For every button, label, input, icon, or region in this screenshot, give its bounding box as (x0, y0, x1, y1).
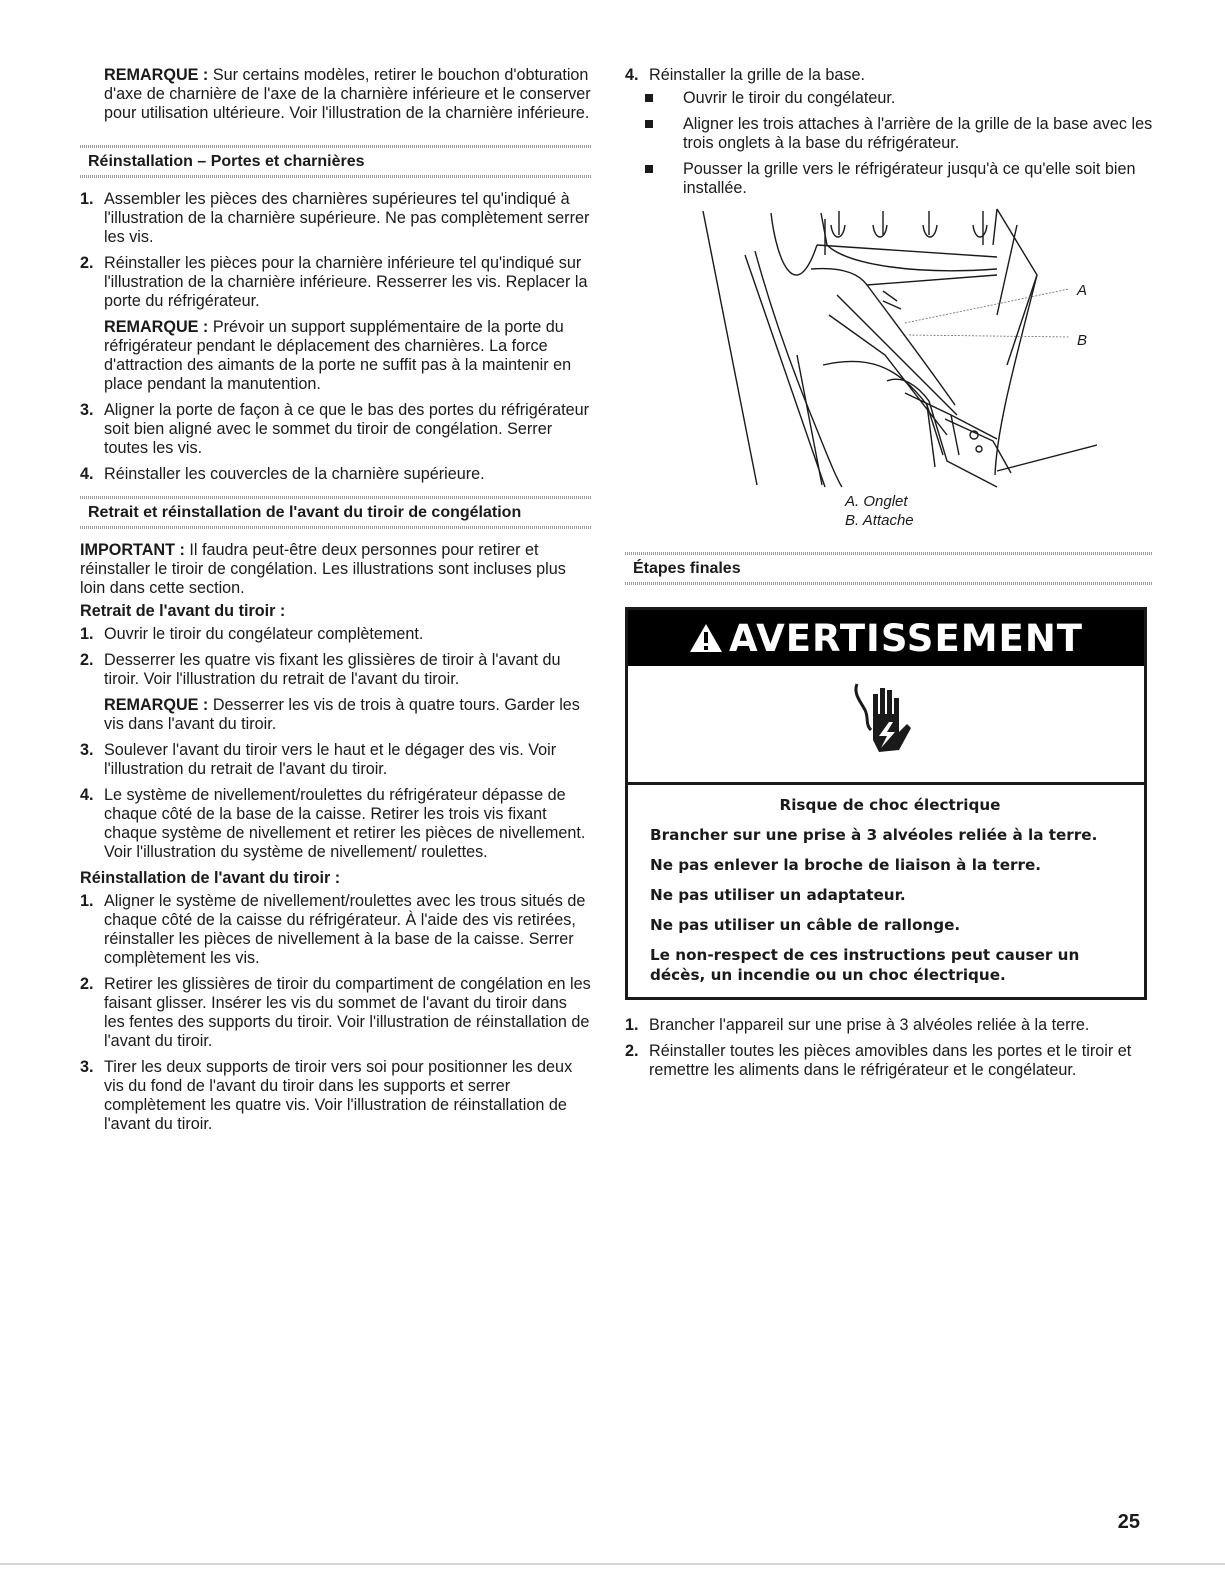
step-text: Réinstaller les couvercles de la charnière supérieure. (104, 465, 485, 483)
callout-label-a: A (1077, 282, 1088, 299)
removal-steps (80, 625, 592, 862)
right-column (625, 66, 1153, 1087)
list-item (80, 465, 592, 484)
list-item (80, 401, 592, 458)
step-number: 1. (80, 625, 94, 643)
bullet-text: Pousser la grille vers le réfrigérateur jusqu'à ce qu'elle soit bien installée. (683, 160, 1136, 197)
step-number: 3. (80, 741, 94, 759)
reinstall-subheading: Réinstallation de l'avant du tiroir : (80, 869, 341, 887)
list-item (625, 160, 1153, 198)
final-steps (625, 1016, 1153, 1080)
step-text: Réinstaller la grille de la base. (649, 66, 865, 84)
step-text: Assembler les pièces des charnières supérieures tel qu'indiqué à l'illustration de la charnière supérieure. Ne pas complètement serrer les vis. (104, 190, 590, 246)
base-grille-drawing (697, 205, 1097, 490)
list-item (80, 254, 592, 394)
step-number: 3. (80, 401, 94, 419)
important-label: IMPORTANT : (80, 541, 185, 559)
warning-box (625, 607, 1147, 1000)
warning-line: Ne pas utiliser un câble de rallonge. (650, 916, 961, 934)
warning-line: Brancher sur une prise à 3 alvéoles reliée à la terre. (650, 826, 1098, 844)
list-item (80, 190, 592, 247)
step-number: 1. (80, 892, 94, 910)
step-text: Brancher l'appareil sur une prise à 3 alvéoles reliée à la terre. (649, 1016, 1090, 1034)
list-item (625, 1016, 1153, 1035)
step-note-label: REMARQUE : (104, 318, 209, 336)
step-note-text: Desserrer les vis de trois à quatre tours. Garder les vis dans l'avant du tiroir. (104, 696, 580, 733)
step-text: Soulever l'avant du tiroir vers le haut et le dégager des vis. Voir l'illustration du retrait de l'avant du tiroir. (104, 741, 557, 778)
intro-note (104, 66, 592, 123)
warning-line: Ne pas enlever la broche de liaison à la terre. (650, 856, 1042, 874)
doors-hinges-steps (80, 190, 592, 484)
step-text: Retirer les glissières de tiroir du compartiment de congélation en les faisant glisser. Insérer les vis du sommet de l'avant du tiroir dans les fentes des supports du tiroir. Voir l'illustration de réinstallation de l'avant du tiroir. (104, 975, 591, 1050)
list-item (80, 892, 592, 968)
step-text: Réinstaller toutes les pièces amovibles dans les portes et le tiroir et remettre les aliments dans le réfrigérateur et le congélateur. (649, 1042, 1132, 1079)
step-number: 2. (80, 651, 94, 669)
step-number: 3. (80, 1058, 94, 1076)
base-grille-bullets (625, 89, 1153, 198)
bullet-text: Ouvrir le tiroir du congélateur. (683, 89, 896, 107)
step-text: Aligner la porte de façon à ce que le bas des portes du réfrigérateur soit bien aligné avec le sommet du tiroir de congélation. Serrer toutes les vis. (104, 401, 590, 457)
warning-line: Ne pas utiliser un adaptateur. (650, 886, 906, 904)
removal-subheading: Retrait de l'avant du tiroir : (80, 602, 286, 620)
step-note (104, 696, 592, 734)
list-item (80, 741, 592, 779)
step-note (104, 318, 592, 394)
step-number: 4. (625, 66, 639, 84)
bullet-text: Aligner les trois attaches à l'arrière de la grille de la base avec les trois onglets à la base du réfrigérateur. (683, 115, 1153, 152)
figure-caption (845, 492, 1153, 530)
bullet-square-icon (645, 94, 653, 102)
step-text: Réinstaller les pièces pour la charnière inférieure tel qu'indiqué sur l'illustration de la charnière inférieure. Resserrer les vis. Replacer la porte du réfrigérateur. (104, 254, 588, 310)
step-number: 2. (625, 1042, 639, 1060)
intro-note-label: REMARQUE : (104, 66, 209, 84)
list-item (625, 66, 1153, 85)
list-item (625, 1042, 1153, 1080)
bullet-square-icon (645, 120, 653, 128)
warning-triangle-icon (689, 623, 723, 653)
step-text: Desserrer les quatre vis fixant les glissières de tiroir à l'avant du tiroir. Voir l'illustration du retrait de l'avant du tiroir. (104, 651, 561, 688)
left-column (80, 66, 592, 1141)
step-text: Ouvrir le tiroir du congélateur complètement. (104, 625, 424, 643)
reinstall-steps (80, 892, 592, 1134)
list-item (80, 625, 592, 644)
warning-icon-area (628, 666, 1144, 785)
list-item (80, 651, 592, 734)
warning-title: AVERTISSEMENT (728, 616, 1084, 660)
step-text: Aligner le système de nivellement/roulettes avec les trous situés de chaque côté de la caisse du réfrigérateur. À l'aide des vis retirées, réinstaller les pièces de nivellement à la base de la caisse. Serrer complètement les vis. (104, 892, 586, 967)
intro-note-text: Sur certains modèles, retirer le bouchon d'obturation d'axe de charnière de l'axe de la charnière inférieure et le conserver pour utilisation ultérieure. Voir l'illustration de la charnière inférieure. (104, 66, 591, 122)
caption-b: B. Attache (845, 512, 914, 529)
callout-label-b: B (1077, 332, 1088, 349)
step-number: 1. (625, 1016, 639, 1034)
step-number: 4. (80, 465, 94, 483)
bottom-divider (0, 1563, 1225, 1565)
warning-title-bar (628, 610, 1144, 666)
step-number: 4. (80, 786, 94, 804)
electric-shock-hand-icon (851, 680, 921, 769)
important-note (80, 541, 592, 598)
list-item (80, 975, 592, 1051)
caption-a: A. Onglet (845, 493, 908, 510)
step-number: 2. (80, 254, 94, 272)
list-item (625, 89, 1153, 108)
step-number: 2. (80, 975, 94, 993)
step-note-label: REMARQUE : (104, 696, 209, 714)
section-heading-doors-hinges: Réinstallation – Portes et charnières (80, 145, 592, 178)
list-item (625, 115, 1153, 153)
step-number: 1. (80, 190, 94, 208)
step-note-text: Prévoir un support supplémentaire de la porte du réfrigérateur pendant le déplacement des charnières. La force d'attraction des aimants de la porte ne suffit pas à la maintenir en place pendant la manutention. (104, 318, 572, 393)
warning-body (628, 785, 1144, 997)
important-text: Il faudra peut-être deux personnes pour retirer et réinstaller le tiroir de congélation. Les illustrations sont incluses plus loin dans cette section. (80, 541, 566, 597)
base-grille-steps (625, 66, 1153, 85)
step-text: Tirer les deux supports de tiroir vers soi pour positionner les deux vis du fond de l'avant du tiroir dans les supports et serrer complètement les quatre vis. Voir l'illustration de réinstallation de l'avant du tiroir. (104, 1058, 573, 1133)
warning-heading: Risque de choc électrique (779, 796, 1001, 814)
base-grille-illustration (697, 205, 1097, 490)
section-heading-drawer-front: Retrait et réinstallation de l'avant du tiroir de congélation (80, 496, 592, 529)
bullet-square-icon (645, 165, 653, 173)
step-text: Le système de nivellement/roulettes du réfrigérateur dépasse de chaque côté de la base de la caisse. Retirer les trois vis fixant chaque système de nivellement et retirer les pièces de nivellement. Voir l'illustration du système de nivellement/ roulettes. (104, 786, 586, 861)
warning-line: Le non-respect de ces instructions peut causer un décès, un incendie ou un choc électrique. (650, 946, 1080, 984)
list-item (80, 786, 592, 862)
section-heading-final-steps: Étapes finales (625, 552, 1153, 585)
page-number: 25 (1117, 1511, 1140, 1533)
list-item (80, 1058, 592, 1134)
